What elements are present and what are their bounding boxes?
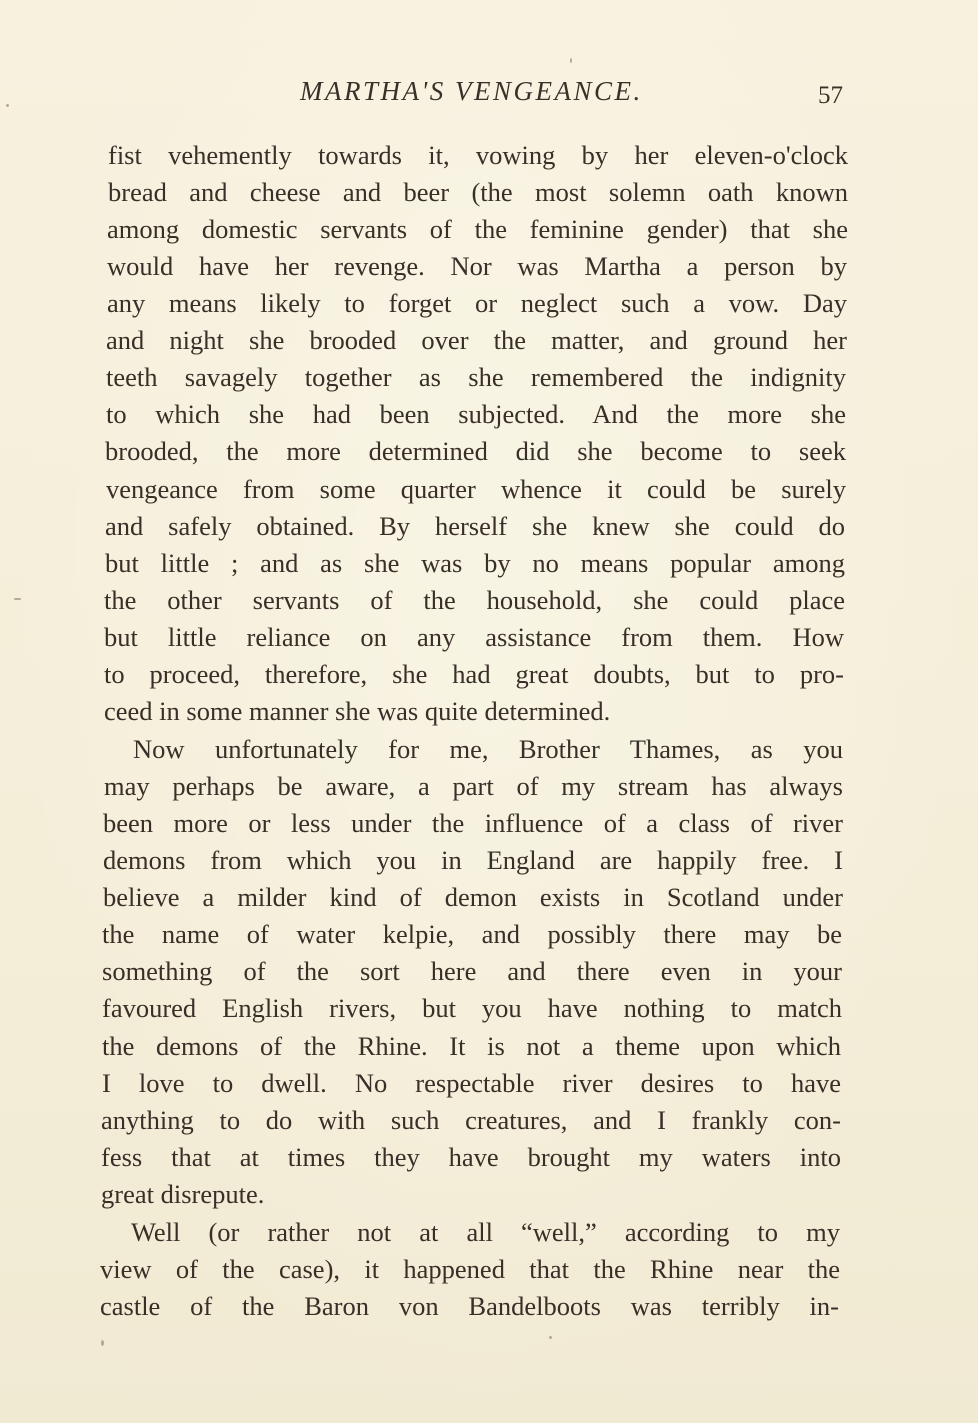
running-head	[0, 72, 978, 112]
text-line: the other servants of the household, she could place	[104, 585, 845, 615]
text-line: been more or less under the influence of a class of river	[103, 808, 843, 838]
text-line: but little reliance on any assistance from them. How	[104, 622, 844, 652]
text-line: among domestic servants of the feminine gender) that she	[107, 214, 848, 244]
text-line: any means likely to forget or neglect such a vow. Day	[107, 288, 847, 318]
page-number: 57	[818, 82, 843, 109]
text-line: view of the case), it happened that the Rhine near the	[100, 1254, 840, 1284]
text-line: Now unfortunately for me, Brother Thames, as you	[133, 734, 843, 764]
print-speck	[14, 598, 21, 600]
text-line: Well (or rather not at all “well,” according to my	[131, 1217, 840, 1247]
text-line: ceed in some manner she was quite determined.	[104, 696, 611, 726]
text-line: demons from which you in England are happily free. I	[103, 845, 843, 875]
text-line: vengeance from some quarter whence it could be surely	[106, 474, 846, 504]
text-line: and night she brooded over the matter, and ground her	[106, 325, 847, 355]
text-line: castle of the Baron von Bandelboots was terribly in-	[100, 1291, 839, 1321]
text-line: may perhaps be aware, a part of my stream has always	[104, 771, 843, 801]
text-line: fist vehemently towards it, vowing by her eleven-o'clock	[108, 140, 848, 170]
text-line: anything to do with such creatures, and I frankly con-	[101, 1105, 841, 1135]
text-line: to which she had been subjected. And the more she	[106, 399, 846, 429]
text-line: brooded, the more determined did she become to seek	[105, 436, 846, 466]
text-line: and safely obtained. By herself she knew she could do	[105, 511, 845, 541]
print-speck	[570, 58, 572, 63]
running-title: MARTHA'S VENGEANCE.	[300, 76, 643, 106]
text-line: the name of water kelpie, and possibly there may be	[102, 919, 842, 949]
text-line: teeth savagely together as she remembered the indignity	[106, 362, 846, 392]
text-line: I love to dwell. No respectable river desires to have	[102, 1068, 841, 1098]
text-line: great disrepute.	[101, 1179, 265, 1209]
print-speck	[549, 1336, 552, 1339]
text-line: to proceed, therefore, she had great doubts, but to pro-	[104, 659, 844, 689]
text-line: favoured English rivers, but you have nothing to match	[102, 993, 842, 1023]
print-speck	[101, 1340, 104, 1346]
text-line: but little ; and as she was by no means popular among	[105, 548, 845, 578]
text-line: would have her revenge. Nor was Martha a person by	[107, 251, 847, 281]
text-line: the demons of the Rhine. It is not a theme upon which	[102, 1031, 841, 1061]
text-line: believe a milder kind of demon exists in Scotland under	[103, 882, 843, 912]
text-line: something of the sort here and there even in your	[102, 956, 842, 986]
print-speck	[6, 104, 9, 107]
text-line: fess that at times they have brought my waters into	[101, 1142, 841, 1172]
text-line: bread and cheese and beer (the most solemn oath known	[108, 177, 848, 207]
